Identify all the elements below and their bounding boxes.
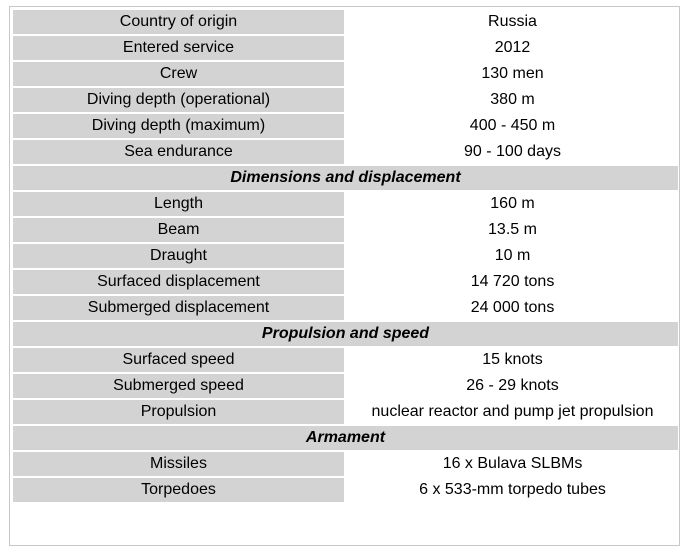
table-row	[13, 36, 678, 60]
row-value: 160 m	[347, 192, 678, 216]
row-label: Surfaced displacement	[13, 270, 344, 294]
specifications-table	[13, 10, 678, 504]
row-value: 24 000 tons	[347, 296, 678, 320]
row-value: 10 m	[347, 244, 678, 268]
table-row	[13, 192, 678, 216]
table-row	[13, 114, 678, 138]
row-label: Propulsion	[13, 400, 344, 424]
table-row	[13, 374, 678, 398]
table-row	[13, 88, 678, 112]
section-header-dimensions: Dimensions and displacement	[13, 166, 678, 190]
row-label: Torpedoes	[13, 478, 344, 502]
row-label: Submerged displacement	[13, 296, 344, 320]
row-value: 2012	[347, 36, 678, 60]
row-value: 6 x 533-mm torpedo tubes	[347, 478, 678, 502]
row-value: 15 knots	[347, 348, 678, 372]
row-value: 13.5 m	[347, 218, 678, 242]
table-row	[13, 62, 678, 86]
specifications-panel	[9, 6, 680, 546]
table-row	[13, 478, 678, 502]
table-row	[13, 218, 678, 242]
row-value: Russia	[347, 10, 678, 34]
row-value: 90 - 100 days	[347, 140, 678, 164]
table-row	[13, 400, 678, 424]
row-value: 380 m	[347, 88, 678, 112]
table-row	[13, 270, 678, 294]
row-label: Draught	[13, 244, 344, 268]
row-value: nuclear reactor and pump jet propulsion	[347, 400, 678, 424]
table-row	[13, 140, 678, 164]
row-label: Diving depth (maximum)	[13, 114, 344, 138]
row-value: 26 - 29 knots	[347, 374, 678, 398]
row-value: 14 720 tons	[347, 270, 678, 294]
section-header-armament: Armament	[13, 426, 678, 450]
row-label: Surfaced speed	[13, 348, 344, 372]
row-label: Beam	[13, 218, 344, 242]
row-label: Country of origin	[13, 10, 344, 34]
table-row	[13, 452, 678, 476]
row-value: 400 - 450 m	[347, 114, 678, 138]
row-label: Sea endurance	[13, 140, 344, 164]
row-label: Diving depth (operational)	[13, 88, 344, 112]
row-value: 130 men	[347, 62, 678, 86]
table-row	[13, 244, 678, 268]
table-row	[13, 10, 678, 34]
row-label: Length	[13, 192, 344, 216]
row-label: Missiles	[13, 452, 344, 476]
row-value: 16 x Bulava SLBMs	[347, 452, 678, 476]
table-row	[13, 348, 678, 372]
row-label: Submerged speed	[13, 374, 344, 398]
row-label: Crew	[13, 62, 344, 86]
row-label: Entered service	[13, 36, 344, 60]
section-header-propulsion: Propulsion and speed	[13, 322, 678, 346]
table-row	[13, 296, 678, 320]
